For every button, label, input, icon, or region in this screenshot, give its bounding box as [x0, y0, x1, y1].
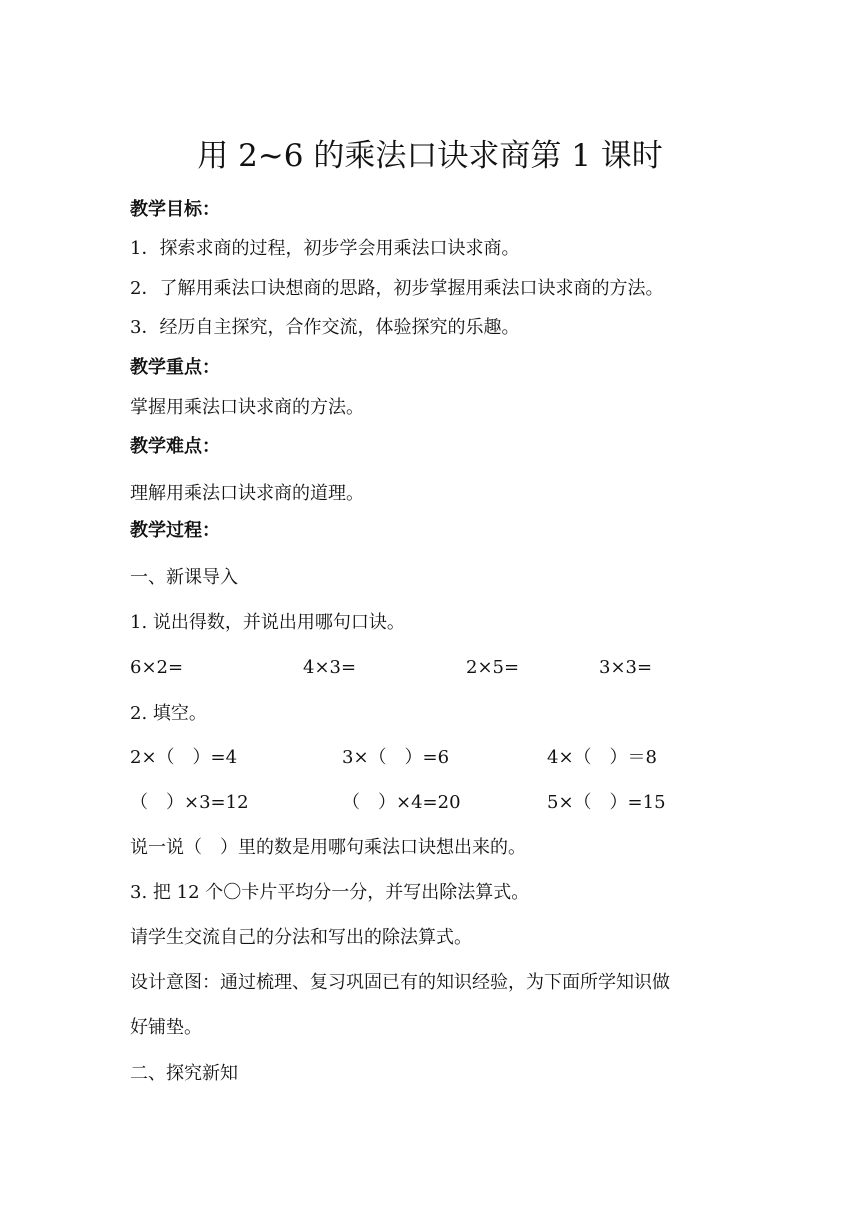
- question-1: 1. 说出得数，并说出用哪句口诀。: [130, 612, 405, 633]
- expression: 3×3=: [599, 657, 653, 678]
- fill-blank: （ ）×4=20: [342, 792, 461, 813]
- question-2: 2. 填空。: [130, 703, 207, 724]
- fill-blank: （ ）×3=12: [130, 792, 249, 813]
- fill-blank: 2×（ ）=4: [130, 747, 238, 768]
- section-heading: 一、新课导入: [130, 567, 238, 588]
- section-heading: 二、探究新知: [130, 1063, 238, 1084]
- difficulty-heading: 教学难点：: [130, 436, 220, 457]
- fill-blank: 5×（ ）=15: [547, 792, 666, 813]
- objectives-heading: 教学目标：: [130, 199, 220, 220]
- page-title: 用 2~6 的乘法口诀求商第 1 课时: [197, 138, 663, 174]
- question-2-note: 说一说（ ）里的数是用哪句乘法口诀想出来的。: [130, 837, 526, 858]
- objective-item: 1．探索求商的过程，初步学会用乘法口诀求商。: [130, 238, 520, 259]
- difficulty-text: 理解用乘法口诀求商的道理。: [130, 483, 364, 504]
- question-3-note: 请学生交流自己的分法和写出的除法算式。: [130, 927, 472, 948]
- objective-item: 3．经历自主探究，合作交流，体验探究的乐趣。: [130, 317, 520, 338]
- process-heading: 教学过程：: [130, 520, 220, 541]
- key-point-text: 掌握用乘法口诀求商的方法。: [130, 397, 364, 418]
- fill-blank: 4×（ ）＝8: [547, 747, 657, 768]
- fill-blank: 3×（ ）=6: [342, 747, 450, 768]
- key-point-heading: 教学重点：: [130, 357, 220, 378]
- expression: 4×3=: [303, 657, 357, 678]
- expression: 6×2=: [130, 657, 184, 678]
- objective-item: 2．了解用乘法口诀想商的思路，初步掌握用乘法口诀求商的方法。: [130, 278, 664, 299]
- design-intent: 设计意图：通过梳理、复习巩固已有的知识经验，为下面所学知识做: [130, 972, 670, 993]
- design-intent-cont: 好铺垫。: [130, 1017, 202, 1038]
- question-3: 3. 把 12 个〇卡片平均分一分，并写出除法算式。: [130, 882, 530, 903]
- expression: 2×5=: [466, 657, 520, 678]
